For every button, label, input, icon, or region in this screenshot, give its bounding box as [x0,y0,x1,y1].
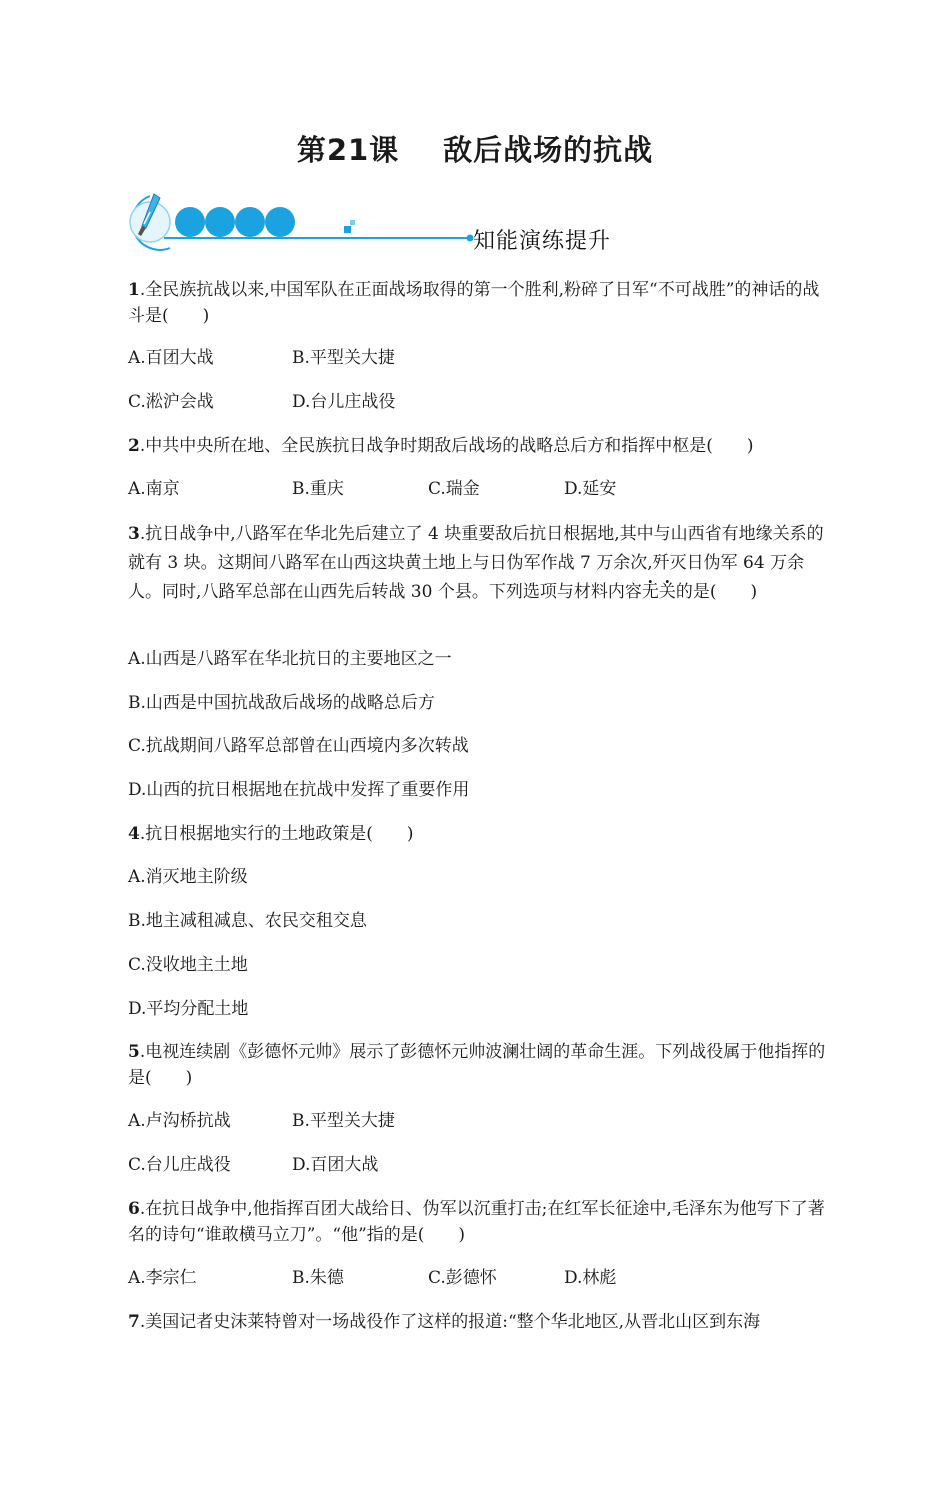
question-3-option-d[interactable]: D.山西的抗日根据地在抗战中发挥了重要作用 [128,780,470,800]
question-3-option-c[interactable]: C.抗战期间八路军总部曾在山西境内多次转战 [128,736,469,756]
emphasis-mark: 关 [658,582,676,602]
question-5-options-2 [128,1152,828,1178]
option-a[interactable]: A.卢沟桥抗战 [128,1111,231,1131]
option-d[interactable]: D.林彪 [564,1268,617,1288]
question-1-options-2 [128,389,828,415]
question-4-option-b[interactable]: B.地主减租减息、农民交租交息 [128,911,367,931]
question-2: 2.中共中央所在地、全民族抗日战争时期敌后战场的战略总后方和指挥中枢是( ) [128,436,754,456]
question-5-options [128,1108,828,1134]
emphasis-mark: 无 [641,582,659,602]
question-4-option-a[interactable]: A.消灭地主阶级 [128,867,248,887]
option-b[interactable]: B.重庆 [292,479,344,499]
option-a[interactable]: A.百团大战 [128,348,214,368]
option-c[interactable]: C.瑞金 [428,479,480,499]
question-5: 5.电视连续剧《彭德怀元帅》展示了彭德怀元帅波澜壮阔的革命生涯。下列战役属于他指挥的是( ) [128,1042,826,1088]
option-b[interactable]: B.朱德 [292,1268,344,1288]
question-6-options [128,1265,828,1291]
question-1: 1.全民族抗战以来,中国军队在正面战场取得的第一个胜利,粉碎了日军“不可战胜”的神话的战斗是( ) [128,280,820,326]
option-b[interactable]: B.平型关大捷 [292,1111,395,1131]
question-7: 7.美国记者史沫莱特曾对一场战役作了这样的报道:“整个华北地区,从晋北山区到东海 [128,1312,761,1332]
question-3: 3.抗日战争中,八路军在华北先后建立了 4 块重要敌后抗日根据地,其中与山西省有地缘关系的就有 3 块。这期间八路军在山西这块黄土地上与日伪军作战 7 万余次,歼灭日伪军 64 万余人。同时,八路军总部在山西先后转战 30 个县。下列选项与材料内容无关的是( ) [128,524,824,602]
option-d[interactable]: D.延安 [564,479,617,499]
section-label: 知能演练提升 [473,229,612,254]
question-4: 4.抗日根据地实行的土地政策是( ) [128,824,414,844]
option-a[interactable]: A.李宗仁 [128,1268,197,1288]
option-b[interactable]: B.平型关大捷 [292,348,395,368]
question-4-option-c[interactable]: C.没收地主土地 [128,955,248,975]
lesson-number: 第21课 [296,133,400,167]
question-1-options [128,345,828,371]
option-c[interactable]: C.台儿庄战役 [128,1155,231,1175]
page-title [0,128,950,169]
question-3-option-b[interactable]: B.山西是中国抗战敌后战场的战略总后方 [128,693,435,713]
option-d[interactable]: D.百团大战 [292,1155,379,1175]
option-c[interactable]: C.彭德怀 [428,1268,497,1288]
lesson-name: 敌后战场的抗战 [443,133,654,167]
question-6: 6.在抗日战争中,他指挥百团大战给日、伪军以沉重打击;在红军长征途中,毛泽东为他写下了著名的诗句“谁敢横马立刀”。“他”指的是( ) [128,1199,825,1245]
question-3-option-a[interactable]: A.山西是八路军在华北抗日的主要地区之一 [128,649,452,669]
question-2-options [128,476,828,502]
question-4-option-d[interactable]: D.平均分配土地 [128,999,249,1019]
option-c[interactable]: C.淞沪会战 [128,392,214,412]
option-d[interactable]: D.台儿庄战役 [292,392,396,412]
option-a[interactable]: A.南京 [128,479,180,499]
